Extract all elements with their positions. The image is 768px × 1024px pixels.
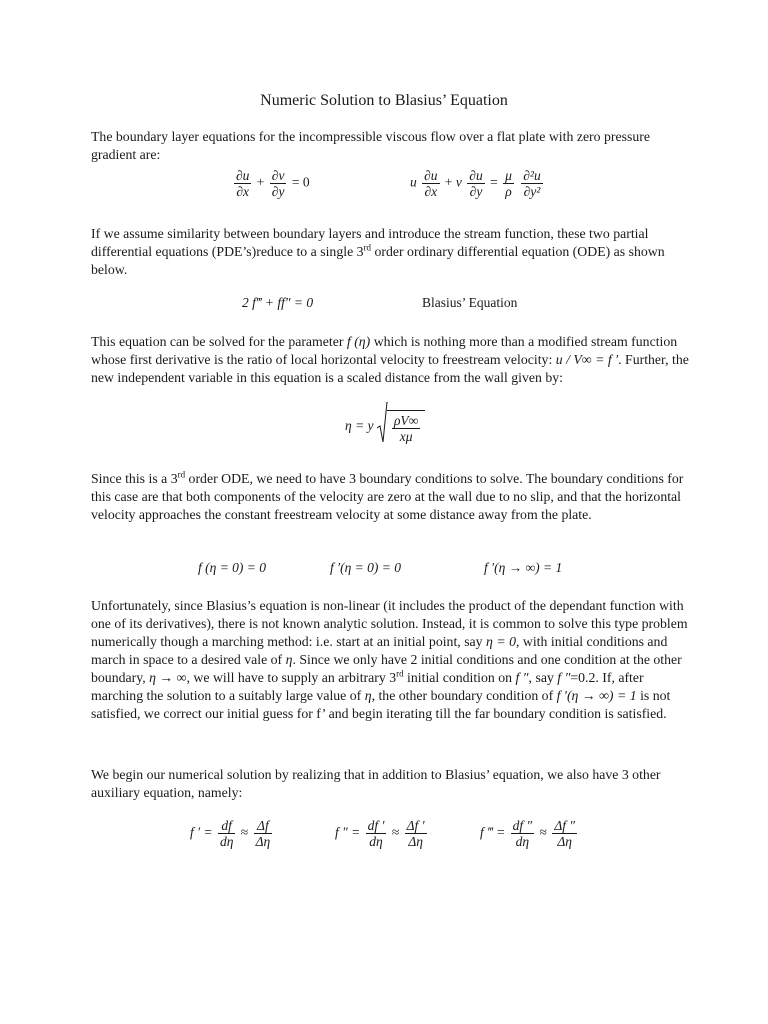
paragraph-parameter: This equation can be solved for the parameter f (η) which is nothing more than a modified stream function whose first derivative is the ratio of local horizontal velocity to freestream velocity: u / V∞ = f ′. Further, the new independent variable in this equation is a scaled distance from the wall given by: [91,334,689,385]
blasius-equation-label: Blasius’ Equation [422,295,518,310]
paragraph-similarity: If we assume similarity between boundary layers and introduce the stream function, these two partial differential equations (PDE’s)reduce to a single 3rd order ordinary differential equation (ODE) as shown below. [91,226,665,277]
paragraph-boundary-conditions: Since this is a 3rd order ODE, we need to have 3 boundary conditions to solve. The boundary conditions for this case are that both components of the velocity are zero at the wall due to no slip, and that the horizontal velocity approaches the constant freestream velocity at some distance away from the plate. [91,469,684,522]
auxiliary-equation-2: f ″ = $\frac{df '}{d\eta}$ ≈ $\frac{\Delta f '}{\Delta\eta}$ [335,818,425,849]
paragraph-marching-method: Unfortunately, since Blasius’s equation is non-linear (it includes the product of the dependant function with one of its derivatives), there is not known analytic solution. Instead, it is common to solve this type problem numerically though a marching method: i.e. start at an initial point, say η = 0, with initial conditions and march in space to a desired vale of η. Since we only have 2 initial conditions and one condition at the other boundary, η → ∞, we will have to supply an arbitrary 3rd initial condition on f ″, say f ″=0.2. If, after marching the solution to a suitably large value of η, the other boundary condition of f ′(η → ∞) = 1 is not satisfied, we correct our initial guess for f’ and begin iterating till the far boundary condition is satisfied. [91,598,688,721]
continuity-equation: $\frac{\partial u}{\partial x}$ + $\frac{\partial v}{\partial y}$ = 0 [236,168,310,199]
boundary-condition-2: f ′(η = 0) = 0 [330,560,401,575]
blasius-equation: 2 f‴ + ff″ = 0 [242,295,314,310]
auxiliary-equation-1: f ′ = $\frac{df}{d\eta}$ ≈ $\frac{\Delta f}{\Delta\eta}$ [190,818,271,849]
eta-definition: η = y $\frac{\rho V\infty}{x\mu}$ [345,410,425,444]
momentum-equation: u $\frac{\partial u}{\partial x}$ + v $\frac{\partial u}{\partial y}$ = $\frac{\mu}{\rho}$ $\frac{\text{∂²u}}{\text{∂y²}}$ [410,168,541,199]
paragraph-intro: The boundary layer equations for the incompressible viscous flow over a flat plate with zero pressure gradient are: [91,129,650,162]
page-title: Numeric Solution to Blasius’ Equation [260,92,508,109]
auxiliary-equation-3: f ‴ = $\frac{df ''}{d\eta}$ ≈ $\frac{\Delta f ''}{\Delta\eta}$ [480,818,575,849]
boundary-condition-1: f (η = 0) = 0 [198,560,267,575]
sqrt-sign [377,402,388,444]
paragraph-auxiliary: We begin our numerical solution by realizing that in addition to Blasius’ equation, we also have 3 other auxiliary equation, namely: [91,767,661,800]
boundary-condition-3: f ′(η → ∞) = 1 [484,560,563,575]
